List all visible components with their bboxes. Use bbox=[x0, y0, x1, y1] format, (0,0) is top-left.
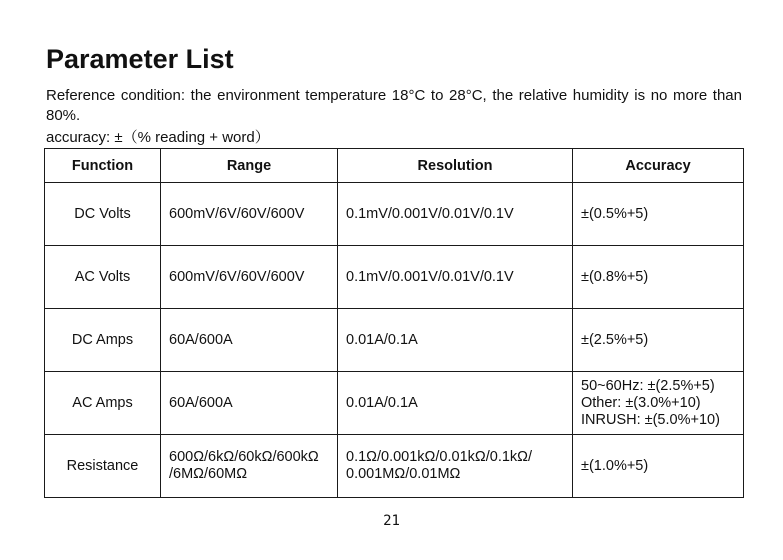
cell-function: AC Amps bbox=[45, 372, 161, 435]
cell-accuracy bbox=[573, 372, 744, 435]
cell-range-line: /6MΩ/60MΩ bbox=[169, 466, 248, 482]
accuracy-note: accuracy: ±（% reading + word） bbox=[46, 129, 270, 146]
header-accuracy: Accuracy bbox=[573, 149, 744, 183]
cell-accuracy-line: Other: ±(3.0%+10) bbox=[581, 394, 701, 411]
table-row bbox=[45, 309, 744, 372]
cell-resolution-line: 0.01A/0.1A bbox=[346, 394, 418, 411]
cell-range-line: 600Ω/6kΩ/60kΩ/600kΩ bbox=[169, 449, 319, 465]
cell-function: AC Volts bbox=[45, 246, 161, 309]
cell-resolution-line: 0.1Ω/0.001kΩ/0.01kΩ/0.1kΩ/ bbox=[346, 449, 533, 465]
cell-accuracy-line: ±(0.8%+5) bbox=[581, 268, 649, 285]
cell-function: DC Volts bbox=[45, 183, 161, 246]
cell-range-line: 60A/600A bbox=[169, 331, 233, 348]
reference-condition-text: Reference condition: the environment temperature 18°C to 28°C, the relative humidity is no more than 80%. bbox=[46, 87, 742, 124]
table-row bbox=[45, 246, 744, 309]
cell-function: Resistance bbox=[45, 435, 161, 498]
header-function: Function bbox=[45, 149, 161, 183]
cell-range-line: 600mV/6V/60V/600V bbox=[169, 205, 305, 222]
table-row bbox=[45, 435, 744, 498]
cell-accuracy bbox=[573, 309, 744, 372]
cell-accuracy-line: ±(2.5%+5) bbox=[581, 331, 649, 348]
cell-range bbox=[161, 435, 338, 498]
header-resolution: Resolution bbox=[338, 149, 573, 183]
table-body bbox=[45, 183, 744, 498]
cell-accuracy-line: ±(1.0%+5) bbox=[581, 457, 649, 474]
table-row bbox=[45, 183, 744, 246]
cell-accuracy-line: 50~60Hz: ±(2.5%+5) bbox=[581, 377, 715, 394]
table-header-row bbox=[45, 149, 744, 183]
cell-resolution bbox=[338, 309, 573, 372]
cell-range bbox=[161, 183, 338, 246]
cell-range bbox=[161, 309, 338, 372]
cell-resolution-line: 0.01A/0.1A bbox=[346, 331, 418, 348]
cell-accuracy bbox=[573, 183, 744, 246]
cell-resolution-line: 0.1mV/0.001V/0.01V/0.1V bbox=[346, 268, 514, 285]
cell-accuracy-line: INRUSH: ±(5.0%+10) bbox=[581, 411, 720, 428]
cell-resolution bbox=[338, 183, 573, 246]
cell-resolution-line: 0.1mV/0.001V/0.01V/0.1V bbox=[346, 205, 514, 222]
table-row bbox=[45, 372, 744, 435]
cell-accuracy-line: ±(0.5%+5) bbox=[581, 205, 649, 222]
cell-function: DC Amps bbox=[45, 309, 161, 372]
cell-range bbox=[161, 372, 338, 435]
cell-resolution bbox=[338, 435, 573, 498]
header-range: Range bbox=[161, 149, 338, 183]
cell-resolution-line: 0.001MΩ/0.01MΩ bbox=[346, 466, 461, 482]
parameter-table bbox=[44, 148, 744, 498]
page-title: Parameter List bbox=[46, 44, 234, 74]
cell-range-line: 600mV/6V/60V/600V bbox=[169, 268, 305, 285]
cell-range-line: 60A/600A bbox=[169, 394, 233, 411]
page-number: 21 bbox=[383, 513, 400, 529]
cell-accuracy bbox=[573, 246, 744, 309]
cell-resolution bbox=[338, 372, 573, 435]
cell-accuracy bbox=[573, 435, 744, 498]
cell-resolution bbox=[338, 246, 573, 309]
cell-range bbox=[161, 246, 338, 309]
